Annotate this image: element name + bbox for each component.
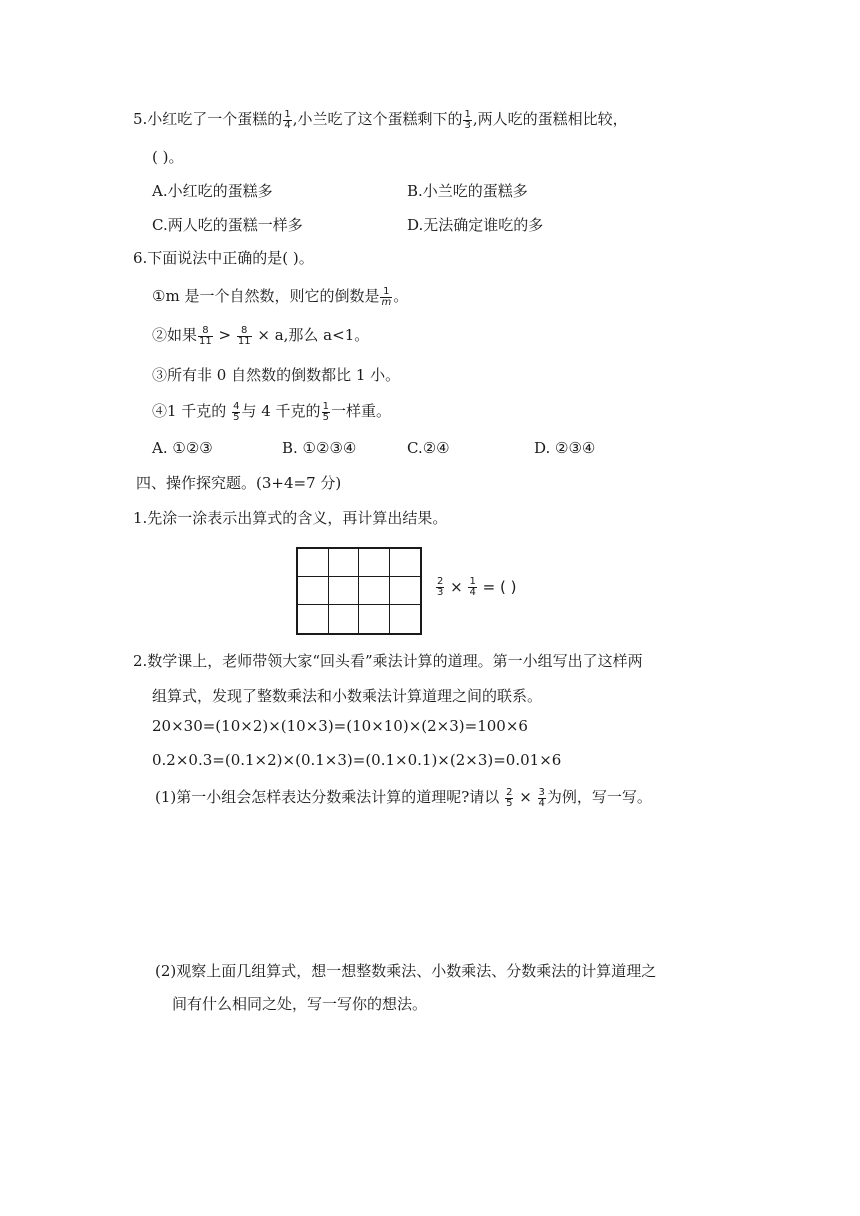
- frac-den: 5: [322, 411, 329, 423]
- times-sign: ×: [514, 788, 537, 806]
- frac-num: 1: [469, 576, 476, 587]
- sub-question-1: [155, 786, 652, 809]
- q6-statement-4: [152, 400, 391, 423]
- sub-question-2-line1: (2)观察上面几组算式，想一想整数乘法、小数乘法、分数乘法的计算道理之: [155, 962, 657, 980]
- q5-text-c: ,两人吃的蛋糕相比较，: [472, 110, 628, 128]
- answer-blank[interactable]: = ( ): [477, 578, 517, 596]
- grid-4x3[interactable]: [296, 547, 422, 635]
- q6-s2-end: × a,那么 a<1。: [252, 326, 370, 344]
- q5-answer-blank: ( )。: [152, 148, 184, 166]
- q6-option-d: D. ②③④: [534, 439, 596, 457]
- grid-cell[interactable]: [329, 549, 360, 577]
- q5-text-b: ,小兰吃了这个蛋糕剩下的: [292, 110, 463, 128]
- q6-title: 6.下面说法中正确的是( )。: [133, 249, 314, 267]
- grid-cell[interactable]: [298, 577, 329, 605]
- fraction-one-quarter: [468, 577, 476, 598]
- q6-s2-text: ②如果: [152, 326, 198, 344]
- q6-s1-end: 。: [393, 287, 409, 305]
- frac-den: 3: [464, 119, 471, 131]
- frac-den: 11: [199, 335, 212, 347]
- grid-cell[interactable]: [359, 605, 390, 633]
- frac-num: 2: [506, 786, 513, 798]
- frac-num: 1: [383, 285, 390, 297]
- grid-cell[interactable]: [390, 577, 421, 605]
- q6-s4-end: 一样重。: [330, 402, 391, 420]
- problem-1-text: 1.先涂一涂表示出算式的含义，再计算出结果。: [133, 509, 448, 527]
- problem-2-line1: 2.数学课上，老师带领大家“回头看”乘法计算的道理。第一小组写出了这样两: [133, 652, 643, 670]
- frac-num: 2: [437, 576, 444, 587]
- frac-num: 4: [233, 400, 240, 412]
- frac-den: 11: [237, 335, 251, 347]
- problem-2-line2: 组算式，发现了整数乘法和小数乘法计算道理之间的联系。: [152, 687, 543, 705]
- q6-option-a: A. ①②③: [152, 439, 213, 457]
- frac-num: 8: [202, 324, 209, 336]
- frac-den: m: [381, 296, 392, 308]
- equation-integer: 20×30=(10×2)×(10×3)=(10×10)×(2×3)=100×6: [152, 717, 528, 735]
- q5-option-c: C.两人吃的蛋糕一样多: [152, 216, 303, 234]
- q6-s4-text: ④1 千克的: [152, 402, 232, 420]
- frac-num: 1: [322, 400, 329, 412]
- fraction-one-third: [463, 110, 471, 131]
- sub1-end: 为例，写一写。: [546, 788, 652, 806]
- q6-statement-2: [152, 324, 369, 347]
- grid-cell[interactable]: [390, 549, 421, 577]
- frac-num: 8: [241, 324, 248, 336]
- section-title: 四、操作探究题。(3+4=7 分): [136, 474, 342, 492]
- times-sign: ×: [445, 578, 468, 596]
- grid-cell[interactable]: [359, 549, 390, 577]
- grid-cell[interactable]: [298, 605, 329, 633]
- fraction-one-over-m: [380, 287, 392, 308]
- grid-cell[interactable]: [329, 605, 360, 633]
- fraction-one-fifth: [322, 402, 330, 423]
- equation-decimal: 0.2×0.3=(0.1×2)×(0.1×3)=(0.1×0.1)×(2×3)=0.01×6: [152, 751, 562, 769]
- q6-s1-text: ①m 是一个自然数，则它的倒数是: [152, 287, 380, 305]
- fraction-eight-elevenths: [198, 326, 213, 347]
- frac-num: 3: [538, 786, 545, 798]
- frac-num: 1: [284, 108, 291, 120]
- frac-den: 5: [233, 411, 240, 423]
- sub1-text: (1)第一小组会怎样表达分数乘法计算的道理呢?请以: [155, 788, 505, 806]
- fraction-eight-elevenths: [237, 326, 252, 347]
- frac-den: 4: [284, 119, 291, 131]
- fraction-two-fifths: [505, 788, 513, 809]
- frac-den: 4: [469, 587, 476, 598]
- fraction-four-fifths: [232, 402, 240, 423]
- q6-statement-1: [152, 285, 408, 308]
- q6-option-b: B. ①②③④: [282, 439, 357, 457]
- q5-option-b: B.小兰吃的蛋糕多: [407, 182, 528, 200]
- fraction-two-thirds: [436, 577, 444, 598]
- grid-cell[interactable]: [329, 577, 360, 605]
- q5-stem-line1: [133, 108, 628, 131]
- q6-statement-3: ③所有非 0 自然数的倒数都比 1 小。: [152, 366, 401, 384]
- fraction-three-quarters: [538, 788, 546, 809]
- frac-num: 1: [464, 108, 471, 120]
- q6-s4-mid: 与 4 千克的: [241, 402, 321, 420]
- q5-text-a: 5.小红吃了一个蛋糕的: [133, 110, 283, 128]
- q6-option-c: C.②④: [407, 439, 450, 457]
- greater-than-sign: >: [213, 326, 236, 344]
- frac-den: 4: [538, 797, 545, 809]
- fraction-one-quarter: [283, 110, 291, 131]
- frac-den: 3: [437, 587, 444, 598]
- sub-question-2-line2: 间有什么相同之处，写一写你的想法。: [172, 995, 428, 1013]
- frac-den: 5: [506, 797, 513, 809]
- problem-1-equation: [435, 576, 516, 598]
- grid-cell[interactable]: [390, 605, 421, 633]
- grid-cell[interactable]: [298, 549, 329, 577]
- grid-cell[interactable]: [359, 577, 390, 605]
- q5-option-a: A.小红吃的蛋糕多: [152, 182, 273, 200]
- q5-option-d: D.无法确定谁吃的多: [407, 216, 544, 234]
